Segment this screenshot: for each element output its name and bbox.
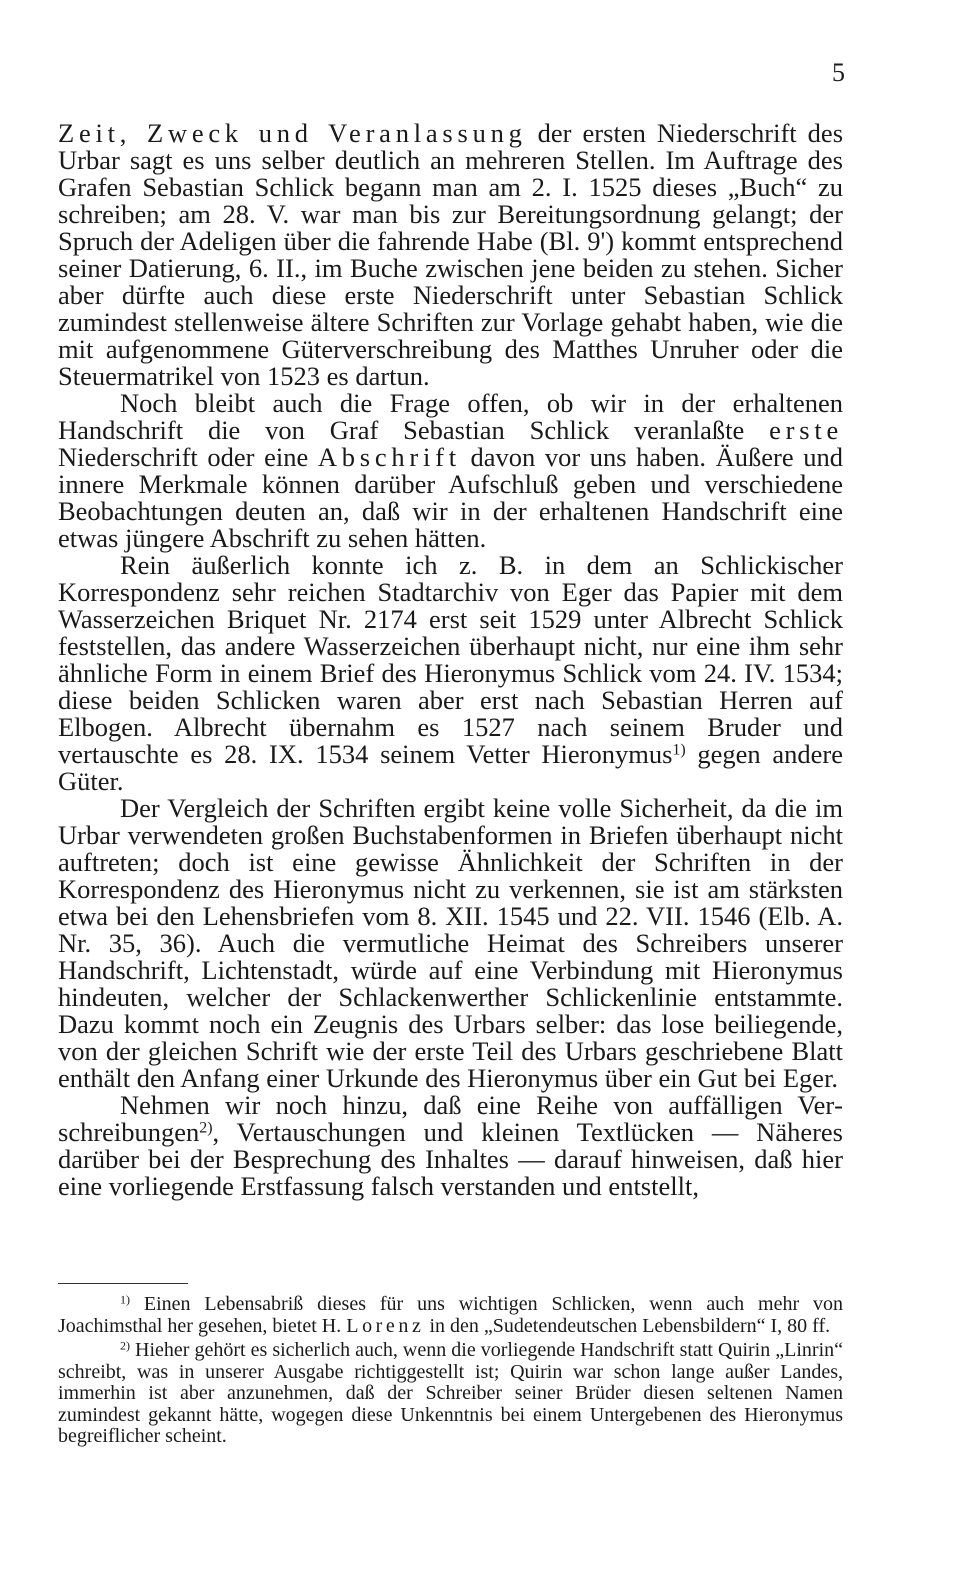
text-run: davon vor uns haben. Äußere und innere Merkmale können darüber Aufschluß geben und verschiedene Beobachtungen deuten an, daß wir in der erhaltenen Handschrift eine etwas jüngere Abschrift zu sehen hätten. xyxy=(58,442,843,553)
footnote-1 xyxy=(58,1294,843,1337)
text-run: Einen Lebensabriß dieses für uns wichtigen Schlicken, wenn auch mehr von Joachimsthal her gesehen, bietet H. xyxy=(58,1293,843,1337)
spaced-emphasis: Lorenz xyxy=(346,1314,425,1337)
spaced-emphasis: Abschrift xyxy=(317,442,461,472)
page-number: 5 xyxy=(832,58,845,87)
text-run: Der Vergleich der Schriften ergibt keine volle Sicherheit, da die im Urbar verwendeten großen Buchstabenformen in Briefen überhaupt nicht auftreten; doch ist eine gewisse Ähnlichkeit der Schriften in der Korrespondenz des Hieronymus nicht zu verkennen, sie ist am stärksten etwa bei den Lehensbriefen vom 8. XII. 1545 und 22. VII. 1546 (Elb. A. Nr. 35, 36). Auch die vermutliche Heimat des Schreibers unserer Handschrift, Lichtenstadt, würde auf eine Verbindung mit Hieronymus hindeuten, welcher der Schlackenwerther Schlickenlinie entstammte. Dazu kommt noch ein Zeugnis des Urbars selber: das lose beiliegende, von der gleichen Schrift wie der erste Teil des Urbars geschriebene Blatt enthält den Anfang einer Urkunde des Hieronymus über ein Gut bei Eger. xyxy=(58,793,843,1093)
body-text xyxy=(58,120,843,1200)
text-run: , Vertauschungen und kleinen Textlücken — Näheres darüber bei der Besprechung des Inhaltes — darauf hinweisen, daß hier eine vorliegende Erstfassung falsch verstanden und entstellt, xyxy=(58,1117,843,1201)
text-run: Noch bleibt auch die Frage offen, ob wir in der erhaltenen Handschrift die von Graf Sebastian Schlick veranlaßte xyxy=(58,388,843,445)
text-run: Rein äußerlich konnte ich z. B. in dem an Schlickischer Korrespondenz sehr reichen Stadtarchiv von Eger das Papier mit dem Wasserzeichen Briquet Nr. 2174 erst seit 1529 unter Albrecht Schlick feststellen, das andere Wasserzeichen überhaupt nicht, nur eine ihm sehr ähnliche Form in einem Brief des Hieronymus Schlick vom 24. IV. 1534; diese beiden Schlicken waren aber erst nach Sebastian Herren auf Elbogen. Albrecht übernahm es 1527 nach seinem Bruder und vertauschte es 28. IX. 1534 seinem Vetter Hieronymus xyxy=(58,550,843,769)
footnote-marker: 1) xyxy=(672,741,686,759)
text-run: in den „Sudetendeutschen Lebensbildern“ I, 80 ff. xyxy=(424,1314,831,1337)
spaced-emphasis: erste xyxy=(769,415,843,445)
paragraph-3 xyxy=(58,552,843,795)
footnote-marker: 2) xyxy=(120,1338,130,1353)
footnote-2 xyxy=(58,1340,843,1448)
spaced-emphasis: Zeit, Zweck und Veranlassung xyxy=(58,118,527,148)
text-run: Niederschrift oder eine xyxy=(58,442,318,472)
paragraph-4 xyxy=(58,795,843,1092)
text-run: Nehmen wir noch hinzu, daß eine Reihe von auffälligen Verschreibungen xyxy=(58,1090,843,1147)
paragraph-5 xyxy=(58,1092,843,1200)
paragraph-1 xyxy=(58,120,843,390)
footnote-separator xyxy=(58,1283,188,1284)
footnote-marker: 1) xyxy=(120,1292,130,1307)
text-run: der ersten Niederschrift des Urbar sagt es uns selber deutlich an mehreren Stellen. Im Auftrage des Grafen Sebastian Schlick begann man am 2. I. 1525 dieses „Buch“ zu schreiben; am 28. V. war man bis zur Bereitungsordnung gelangt; der Spruch der Adeligen über die fahrende Habe (Bl. 9') kommt entsprechend seiner Datierung, 6. II., im Buche zwischen jene beiden zu stehen. Sicher aber dürfte auch diese erste Niederschrift unter Sebastian Schlick zumindest stellenweise ältere Schriften zur Vorlage gehabt haben, wie die mit aufgenommene Güterverschreibung des Matthes Unruher oder die Steuermatrikel von 1523 es dartun. xyxy=(58,118,844,391)
paragraph-2 xyxy=(58,390,843,552)
text-run: Hieher gehört es sicherlich auch, wenn die vorliegende Handschrift statt Quirin „Linrin“ schreibt, was in unserer Ausgabe richtiggestellt ist; Quirin war schon lange außer Landes, immerhin ist aber anzunehmen, daß der Schreiber seiner Brüder diesen seltenen Namen zumindest gekannt hätte, wogegen diese Unkenntnis bei einem Untergebenen des Hieronymus begreiflicher scheint. xyxy=(58,1339,843,1447)
text-run: gegen andere Güter. xyxy=(58,739,843,796)
footnote-marker: 2) xyxy=(199,1119,213,1137)
footnotes xyxy=(58,1294,843,1451)
